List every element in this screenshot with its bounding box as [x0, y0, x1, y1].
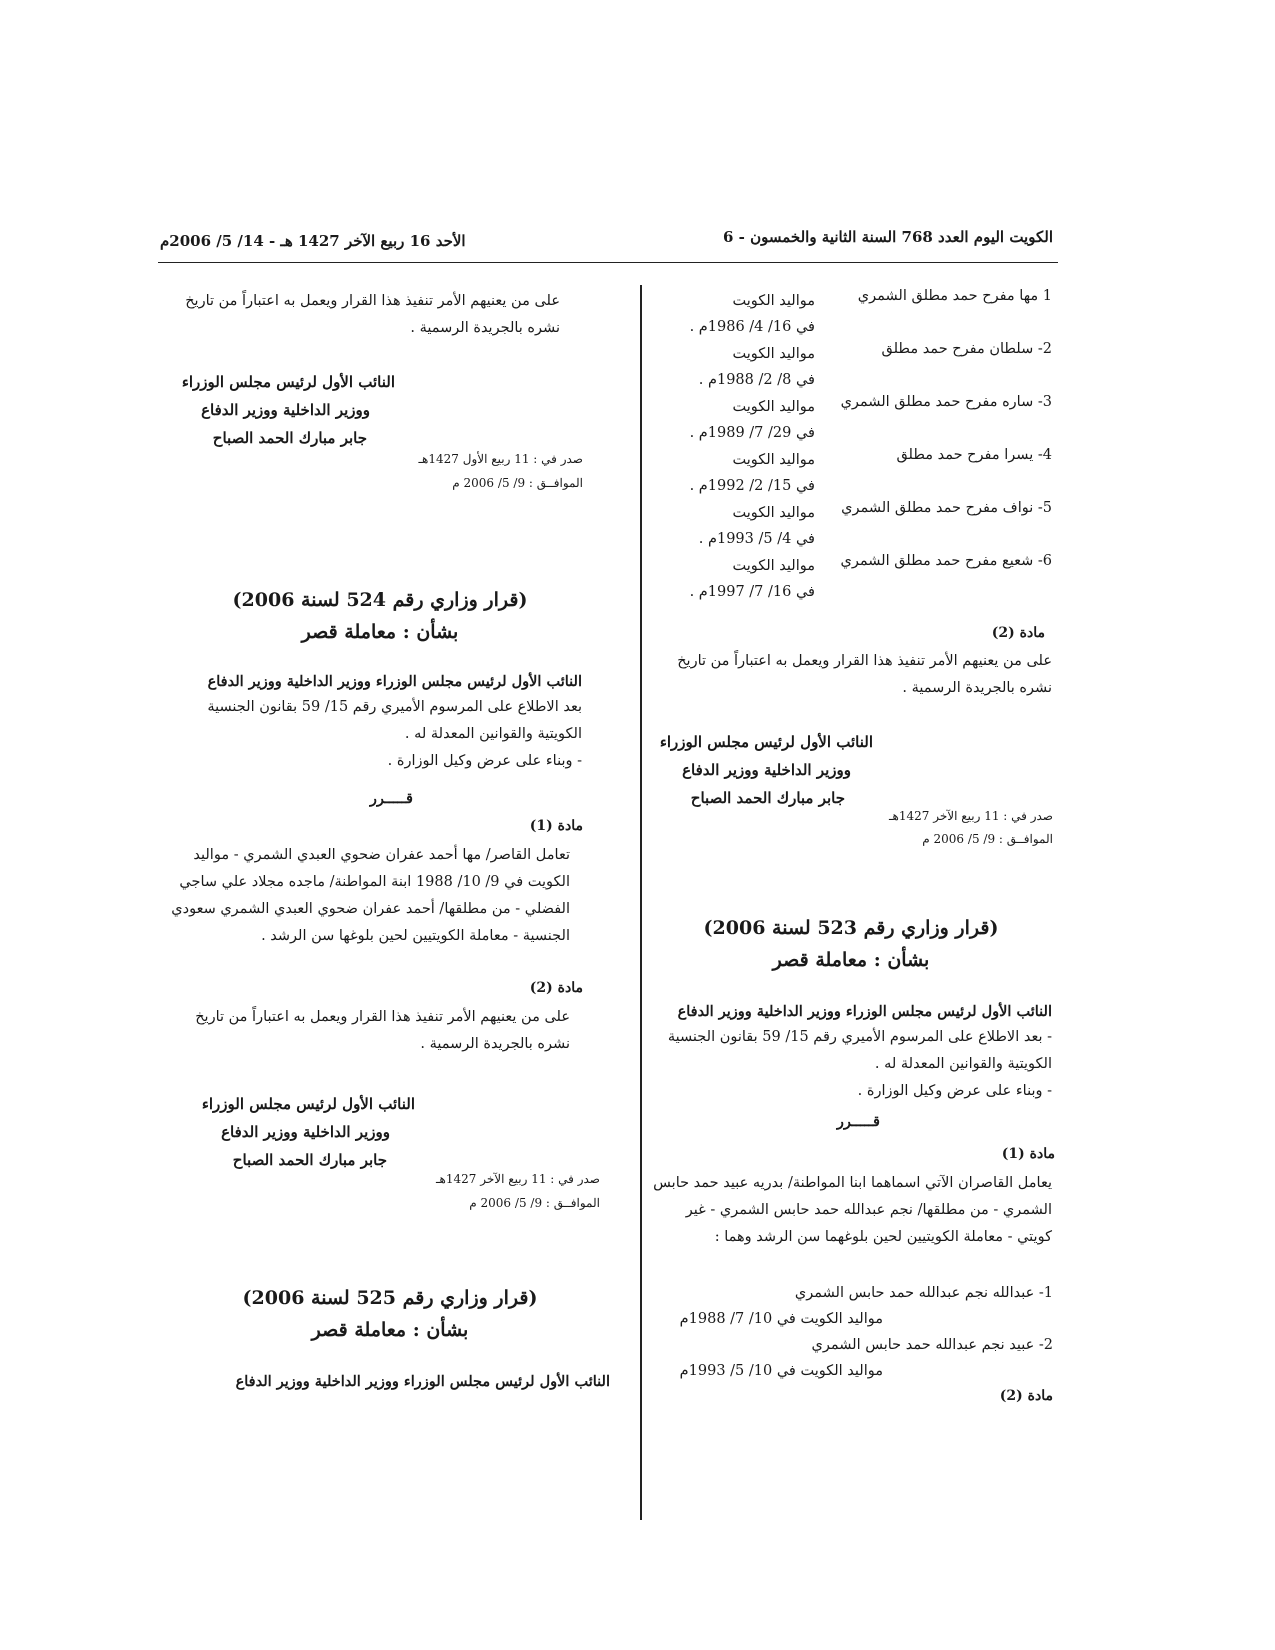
list-item: 3- ساره مفرح حمد مطلق الشمري مواليد الكويت في 29/ 7/ 1989م . — [689, 394, 1052, 441]
decision-authority: النائب الأول لرئيس مجلس الوزراء ووزير الداخلية ووزير الدفاع — [207, 673, 582, 690]
issued-date: صدر في : 11 ربيع الأول 1427هـ — [418, 452, 583, 466]
list-item: 4- يسرا مفرح حمد مطلق مواليد الكويت في 15/ 2/ 1992م . — [689, 447, 1052, 494]
signature-block: النائب الأول لرئيس مجلس الوزراء ووزير الداخلية ووزير الدفاع جابر مبارك الحمد الصباح — [181, 373, 395, 447]
article-2-text: على من يعنيهم الأمر تنفيذ هذا القرار ويعمل به اعتباراً من تاريخ نشره بالجريدة الرسمية . — [677, 653, 1052, 696]
header-date: الأحد 16 ربيع الآخر 1427 هـ - 14/ 5/ 2006م — [160, 232, 466, 250]
article-1-label: مادة (1) — [529, 818, 583, 834]
closing-text: على من يعنيهم الأمر تنفيذ هذا القرار ويعمل به اعتباراً من تاريخ نشره بالجريدة الرسمية . — [185, 293, 560, 336]
list-item: 6- شعيع مفرح حمد مطلق الشمري مواليد الكويت في 16/ 7/ 1997م . — [689, 553, 1052, 600]
signature-block: النائب الأول لرئيس مجلس الوزراء ووزير الداخلية ووزير الدفاع جابر مبارك الحمد الصباح — [201, 1095, 415, 1169]
preamble: - بعد الاطلاع على المرسوم الأميري رقم 15/ 59 بقانون الجنسية الكويتية والقوانين المعدلة له . - وبناء على عرض وكيل الوزارة . — [667, 1029, 1052, 1099]
article-1-text: يعامل القاصران الآتي اسماهما ابنا المواطنة/ بدريه عبيد حمد حابس الشمري - من مطلقها/ نجم عبدالله حمد حابس الشمري - غير كويتي - معاملة الكويتيين لحين بلوغهما سن الرشد وهما : — [653, 1175, 1052, 1245]
header-issue-info: الكويت اليوم العدد 768 السنة الثانية والخمسون - 6 — [722, 228, 1053, 246]
article-1-text: تعامل القاصر/ مها أحمد عفران ضحوي العبدي الشمري - مواليد الكويت في 9/ 10/ 1988 ابنة المواطنة/ ماجده مجلاد علي ساجي الفضلي - من مطلقها/ أحمد عفران ضحوي العبدي الشمري سعودي الجنسية - معاملة الكويتيين لحين بلوغها سن الرشد . — [171, 847, 570, 944]
persons-list — [650, 288, 1052, 606]
article-2-text: على من يعنيهم الأمر تنفيذ هذا القرار ويعمل به اعتباراً من تاريخ نشره بالجريدة الرسمية . — [195, 1009, 570, 1052]
decision-authority: النائب الأول لرئيس مجلس الوزراء ووزير الداخلية ووزير الدفاع — [235, 1373, 610, 1390]
list-item: 1 مها مفرح حمد مطلق الشمري مواليد الكويت في 16/ 4/ 1986م . — [689, 288, 1052, 335]
article-1-label: مادة (1) — [1001, 1146, 1055, 1162]
corresponding-date: الموافــق : 9/ 5/ 2006 م — [452, 476, 583, 490]
decision-title: (قرار وزاري رقم 525 لسنة 2006) — [242, 1287, 538, 1309]
decision-subject: بشأن : معاملة قصر — [311, 1319, 469, 1341]
article-2-label: مادة (2) — [529, 980, 583, 996]
decision-title: (قرار وزاري رقم 523 لسنة 2006) — [703, 917, 999, 939]
child-1-birth: مواليد الكويت في 10/ 7/ 1988م — [679, 1311, 883, 1327]
decision-523 — [650, 912, 1052, 976]
decision-525 — [170, 1282, 610, 1346]
list-item: 2- سلطان مفرح حمد مطلق مواليد الكويت في 8/ 2/ 1988م . — [698, 341, 1052, 388]
child-1-name: 1- عبدالله نجم عبدالله حمد حابس الشمري — [794, 1285, 1053, 1301]
child-2-name: 2- عبيد نجم عبدالله حمد حابس الشمري — [811, 1337, 1053, 1353]
decided-label: قـــــرر — [836, 1113, 880, 1130]
decision-authority: النائب الأول لرئيس مجلس الوزراء ووزير الداخلية ووزير الدفاع — [677, 1003, 1052, 1020]
list-item: 5- نواف مفرح حمد مطلق الشمري مواليد الكويت في 4/ 5/ 1993م . — [698, 500, 1052, 547]
issued-date: صدر في : 11 ربيع الآخر 1427هـ — [889, 809, 1053, 823]
decision-subject: بشأن : معاملة قصر — [772, 949, 930, 971]
corresponding-date: الموافــق : 9/ 5/ 2006 م — [922, 832, 1053, 846]
column-divider — [640, 285, 642, 1520]
issued-date: صدر في : 11 ربيع الآخر 1427هـ — [436, 1172, 600, 1186]
decision-title: (قرار وزاري رقم 524 لسنة 2006) — [232, 589, 528, 611]
signature-block: النائب الأول لرئيس مجلس الوزراء ووزير الداخلية ووزير الدفاع جابر مبارك الحمد الصباح — [659, 733, 873, 807]
decided-label: قـــــرر — [369, 790, 413, 807]
decision-524 — [170, 584, 590, 648]
preamble: بعد الاطلاع على المرسوم الأميري رقم 15/ 59 بقانون الجنسية الكويتية والقوانين المعدلة له . - وبناء على عرض وكيل الوزارة . — [207, 699, 582, 769]
corresponding-date: الموافــق : 9/ 5/ 2006 م — [469, 1196, 600, 1210]
child-2-birth: مواليد الكويت في 10/ 5/ 1993م — [679, 1363, 883, 1379]
article-2-label: مادة (2) — [999, 1388, 1053, 1404]
decision-subject: بشأن : معاملة قصر — [301, 621, 459, 643]
article-2-label: مادة (2) — [991, 625, 1045, 641]
header-rule — [158, 262, 1058, 263]
